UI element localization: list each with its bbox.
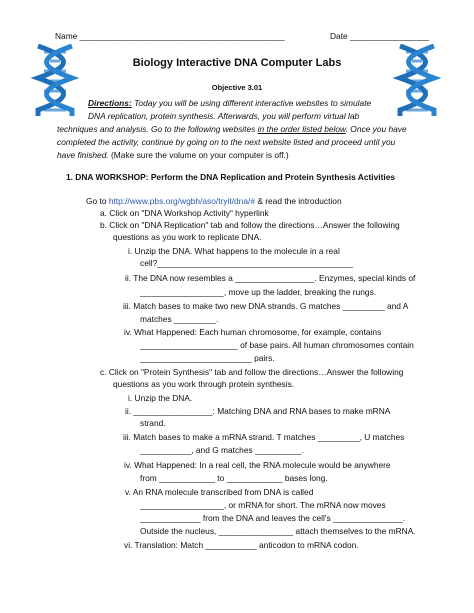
b-i-line-1: i. Unzip the DNA. What happens to the molecule in a real [128, 246, 340, 256]
b-ii-line-1: ii. The DNA now resembles a _________________. Enzymes, special kinds of [125, 273, 416, 283]
pbs-link[interactable]: http://www.pbs.org/wgbh/aso/tryit/dna/# [108, 196, 255, 206]
goto-text: & read the introduction [255, 196, 342, 206]
directions-text: techniques and analysis. Go to the following websites [57, 124, 258, 134]
item-c-line-1: c. Click on "Protein Synthesis" tab and follow the directions…Answer the following [100, 367, 404, 377]
c-i-line: i. Unzip the DNA. [128, 393, 193, 403]
directions-line-3 [57, 124, 407, 135]
directions-text: have finished. [57, 150, 109, 160]
c-v-line-1: v. An RNA molecule transcribed from DNA is called [125, 487, 314, 497]
c-iv-line-1: iv. What Happened: In a real cell, the RNA molecule would be anywhere [124, 460, 391, 470]
directions-line-2: DNA replication, protein synthesis. Afterwards, you will perform virtual lab [88, 111, 360, 121]
c-v-line-3: _____________ from the DNA and leaves the cell's _______________. [140, 513, 406, 523]
b-iii-line-1: iii. Match bases to make two new DNA strands. G matches _________ and A [123, 301, 409, 311]
directions-emphasis: in the order listed below [257, 124, 346, 134]
directions-line-5 [57, 150, 289, 161]
b-ii-line-2: __________________, move up the ladder, breaking the rungs. [140, 287, 377, 297]
item-c-line-2: questions as you work through protein synthesis. [113, 379, 295, 389]
goto-line [86, 196, 342, 207]
dna-helix-icon [30, 44, 80, 118]
c-ii-line-1: ii. _________________: Matching DNA and RNA bases to make mRNA [125, 406, 391, 416]
page-title: Biology Interactive DNA Computer Labs [132, 57, 342, 69]
item-b-line-2: questions as you work to replicate DNA. [113, 232, 262, 242]
objective: Objective 3.01 [211, 83, 263, 92]
c-v-line-4: Outside the nucleus, ________________ attach themselves to the mRNA. [140, 526, 416, 536]
directions-note: (Make sure the volume on your computer is off.) [108, 150, 289, 160]
date-field[interactable]: Date _________________ [330, 31, 430, 41]
item-b-line-1: b. Click on "DNA Replication" tab and follow the directions…Answer the following [100, 220, 400, 230]
dna-helix-icon [392, 44, 442, 118]
b-iv-line-1: iv. What Happened: Each human chromosome, for example, contains [124, 327, 382, 337]
directions-text: . Once you have [345, 124, 407, 134]
item-a: a. Click on "DNA Workshop Activity" hyperlink [100, 208, 269, 218]
b-iii-line-2: matches _________. [140, 314, 219, 324]
directions-line-4: completed the activity, continue by going on to the next website listed and proceed until you [57, 137, 396, 147]
c-ii-line-2: strand. [140, 418, 166, 428]
goto-text: Go to [86, 196, 109, 206]
c-vi-line: vi. Translation: Match ___________ anticodon to mRNA codon. [124, 540, 359, 550]
c-iv-line-2: from ____________ to ____________ bases long. [140, 473, 328, 483]
c-iii-line-2: ___________, and G matches __________. [140, 445, 304, 455]
directions-line-1 [88, 98, 371, 109]
b-iv-line-2: _____________________ of base pairs. All human chromosomes contain [140, 340, 414, 350]
c-v-line-2: __________________, or mRNA for short. The mRNA now moves [140, 500, 386, 510]
directions-text: Today you will be using different interactive websites to simulate [131, 98, 372, 108]
section-heading: 1. DNA WORKSHOP: Perform the DNA Replication and Protein Synthesis Activities [66, 172, 396, 182]
name-field[interactable]: Name ____________________________________________ [55, 31, 285, 41]
b-i-line-2: cell?__________________________________________ [140, 258, 353, 268]
directions-label: Directions: [88, 98, 132, 108]
b-iv-line-3: ________________________ pairs. [140, 353, 275, 363]
c-iii-line-1: iii. Match bases to make a mRNA strand. T matches _________, U matches [123, 432, 405, 442]
